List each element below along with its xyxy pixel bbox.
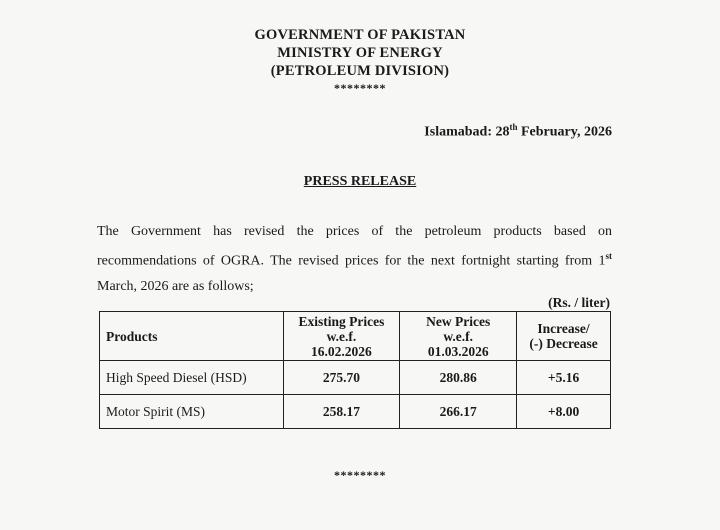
price-table	[99, 311, 611, 429]
header-new-prices	[400, 312, 517, 361]
body-part2: March, 2026 are as follows;	[97, 278, 254, 294]
header-new-line1: New Prices	[426, 313, 491, 329]
price-change: +5.16	[517, 361, 611, 395]
page-title: PRESS RELEASE	[303, 174, 417, 189]
table-row	[100, 361, 611, 395]
product-name: High Speed Diesel (HSD)	[100, 361, 284, 395]
header-change-line2: (-) Decrease	[529, 336, 598, 351]
body-paragraph	[97, 219, 612, 299]
date-rest: February, 2026	[517, 124, 612, 140]
date-ordinal: th	[509, 122, 518, 132]
existing-price: 258.17	[283, 395, 400, 429]
header-new-line2: w.e.f.	[443, 328, 473, 344]
date-place: Islamabad: 28	[424, 124, 510, 140]
new-price: 266.17	[400, 395, 517, 429]
unit-label: (Rs. / liter)	[548, 295, 610, 310]
table-row	[100, 395, 611, 429]
footer-stars: ********	[334, 468, 386, 482]
new-price: 280.86	[400, 361, 517, 395]
price-change: +8.00	[517, 395, 611, 429]
header-new-line3: 01.03.2026	[427, 343, 489, 359]
header-existing-prices	[283, 312, 400, 361]
header-stars: ********	[334, 81, 386, 95]
body-ordinal: st	[605, 251, 612, 261]
header-government: GOVERNMENT OF PAKISTAN	[254, 27, 466, 43]
product-name: Motor Spirit (MS)	[100, 395, 284, 429]
table-header-row	[100, 312, 611, 361]
dateline	[424, 122, 612, 141]
header-ministry: MINISTRY OF ENERGY	[277, 45, 443, 61]
header-existing-line1: Existing Prices	[298, 313, 385, 329]
header-division: (PETROLEUM DIVISION)	[270, 63, 450, 79]
header-change	[517, 312, 611, 361]
header-change-line1: Increase/	[537, 321, 590, 336]
body-part1: The Government has revised the prices of the petroleum products based on recommendations of OGRA. The revised prices for the next fortnight starting from 1	[97, 224, 612, 269]
header-existing-line3: 16.02.2026	[311, 343, 372, 359]
header-existing-line2: w.e.f.	[326, 328, 357, 344]
header-products: Products	[100, 312, 284, 361]
existing-price: 275.70	[283, 361, 400, 395]
